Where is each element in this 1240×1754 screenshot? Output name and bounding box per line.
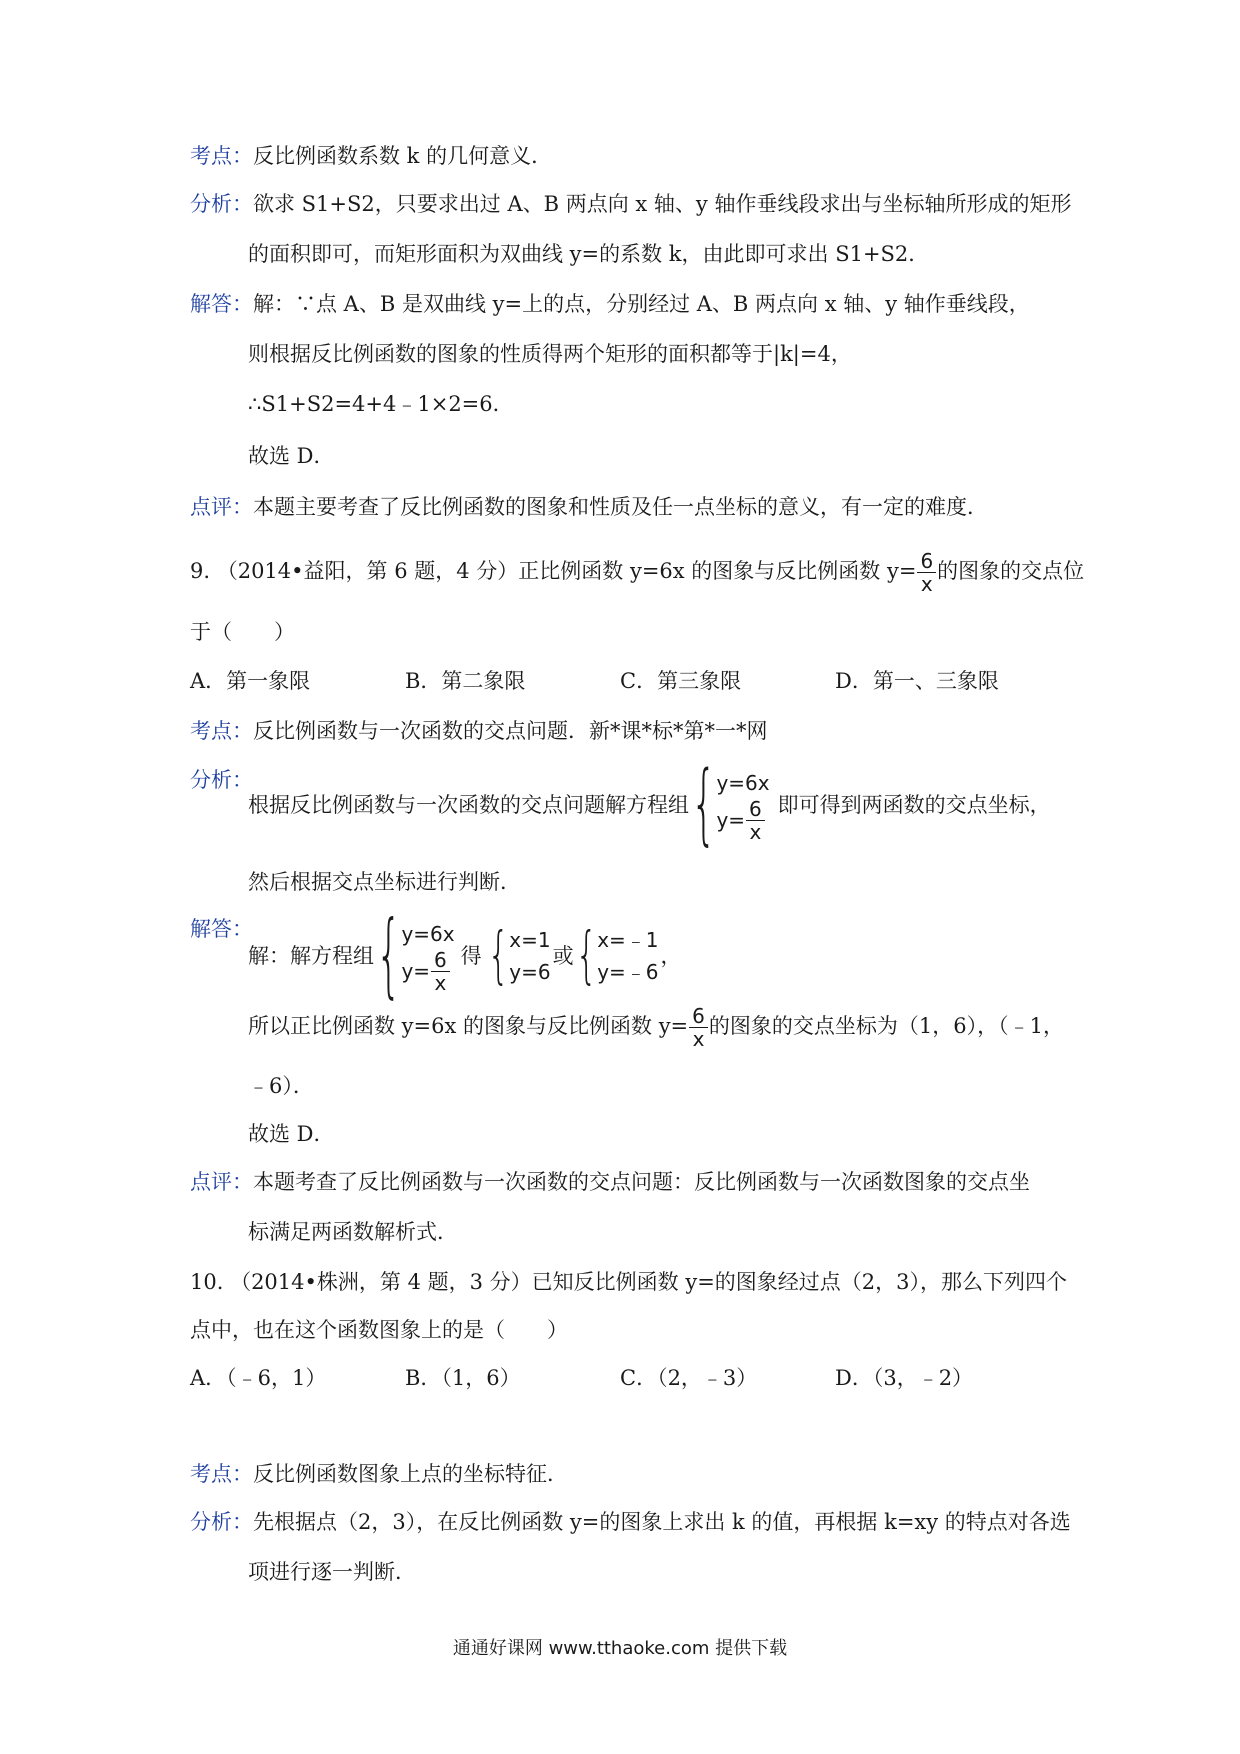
system-fraction [746, 798, 765, 843]
system-row-2 [716, 798, 769, 843]
q9-stem-line-2: 于（ ） [190, 620, 295, 644]
fenxi-label: 分析： [190, 192, 253, 216]
q9-jieda-label-row [190, 915, 253, 943]
q9-stem-pre: 9. （2014•益阳，第 6 题，4 分）正比例函数 y=6x 的图象与反比例函数 y= [190, 559, 917, 583]
fenxi-line-2: 的面积即可，而矩形面积为双曲线 y=的系数 k，由此即可求出 S1+S2． [248, 242, 930, 266]
fraction-numerator: 6 [431, 949, 450, 972]
system-row-1: y=6x [716, 770, 770, 795]
left-brace-icon: { [376, 903, 402, 1009]
q9-fenxi-row [248, 754, 1051, 856]
jieda-line-2: 则根据反比例函数的图象的性质得两个矩形的面积都等于|k|=4， [248, 342, 852, 366]
fraction-numerator: 6 [689, 1005, 708, 1028]
jieda-line-3: ∴S1+S2=4+4﹣1×2=6． [248, 392, 514, 416]
fraction-denominator: x [920, 572, 933, 596]
solution-rows [509, 924, 550, 988]
fenxi-pre: 根据反比例函数与一次函数的交点问题解方程组 [248, 793, 689, 817]
fenxi-line: 欲求 S1+S2，只要求出过 A、B 两点向 x 轴、y 轴作垂线段求出与坐标轴所形成的矩形 [253, 192, 1072, 216]
equation-system [691, 754, 770, 856]
jieda-row-1 [190, 290, 1030, 318]
q9-fenxi-line-2: 然后根据交点坐标进行判断． [248, 870, 521, 894]
system-fraction [431, 949, 450, 994]
fraction-denominator: x [692, 1027, 705, 1051]
q9-jieda-row [248, 903, 682, 1009]
system-row-2-lhs: y= [401, 959, 431, 983]
jieda-line-2-pre: 所以正比例函数 y=6x 的图象与反比例函数 y= [248, 1014, 689, 1038]
q9-stem-fraction [917, 550, 936, 595]
solution-row-1: x=﹣1 [597, 928, 659, 952]
solution-row-2: y=6 [509, 960, 551, 984]
q10-option-b: B．（1，6） [405, 1366, 521, 1390]
solution-row-1: x=1 [509, 928, 551, 952]
q9-jieda-line-3: ﹣6）． [248, 1074, 314, 1098]
q10-stem-line-2: 点中，也在这个函数图象上的是（ ） [190, 1318, 568, 1342]
solution-system-1 [487, 920, 551, 992]
jieda-line-2-post: 的图象的交点坐标为（1，6），（﹣1， [708, 1014, 1064, 1038]
fraction-denominator: x [749, 819, 762, 844]
jieda-line: 解：∵点 A、B 是双曲线 y=上的点，分别经过 A、B 两点向 x 轴、y 轴作垂线段， [253, 292, 1030, 316]
dianping-row-1 [190, 493, 988, 521]
q9-stem [190, 545, 1084, 597]
fenxi-label: 分析： [190, 768, 253, 792]
jieda-fraction [689, 1005, 708, 1050]
q10-option-a: A．（﹣6，1） [190, 1366, 327, 1390]
system-rows [716, 768, 769, 843]
jieda-comma: ， [660, 944, 682, 968]
kaodian-label: 考点： [190, 1462, 253, 1486]
fenxi-label: 分析： [190, 1510, 253, 1534]
system-row-1: y=6x [401, 921, 455, 946]
q10-kaodian-row [190, 1460, 568, 1488]
q9-jieda-line-2 [248, 1000, 1064, 1052]
fraction-numerator: 6 [746, 798, 765, 821]
q9-fenxi-label-row [190, 766, 253, 794]
kaodian-text: 反比例函数与一次函数的交点问题．新*课*标*第*一*网 [253, 719, 768, 743]
jieda-de: 得 [460, 944, 482, 968]
q9-option-b: B．第二象限 [405, 669, 526, 693]
fraction-denominator: x [434, 970, 447, 995]
solution-rows [597, 924, 658, 988]
jieda-pre: 解：解方程组 [248, 944, 374, 968]
q9-option-d: D．第一、三象限 [835, 669, 999, 693]
q9-option-a: A．第一象限 [190, 669, 311, 693]
q9-option-c: C．第三象限 [620, 669, 742, 693]
fraction-numerator: 6 [917, 550, 936, 573]
kaodian-text: 反比例函数图象上点的坐标特征． [253, 1462, 568, 1486]
q10-option-c: C．（2，﹣3） [620, 1366, 758, 1390]
fenxi-row-1 [190, 190, 1071, 218]
q10-option-d: D．（3，﹣2） [835, 1366, 974, 1390]
equation-system [376, 903, 455, 1009]
jieda-label: 解答： [190, 292, 253, 316]
q9-stem-post: 的图象的交点位 [937, 559, 1085, 583]
left-brace-icon: { [691, 754, 717, 856]
system-rows [401, 919, 454, 994]
solution-row-2: y=﹣6 [597, 960, 659, 984]
dianping-label: 点评： [190, 1170, 253, 1194]
dianping-line: 本题考查了反比例函数与一次函数的交点问题：反比例函数与一次函数图象的交点坐 [253, 1170, 1030, 1194]
left-brace-icon: { [487, 920, 510, 992]
page-footer: 通通好课网 www.tthaoke.com 提供下载 [452, 1638, 788, 1659]
q10-stem-line-1: 10. （2014•株洲，第 4 题，3 分）已知反比例函数 y=的图象经过点（2，3），那么下列四个 [190, 1270, 1068, 1294]
solution-system-2 [575, 920, 659, 992]
q9-jieda-line-4: 故选 D． [248, 1122, 335, 1146]
dianping-text: 本题主要考查了反比例函数的图象和性质及任一点坐标的意义，有一定的难度． [253, 495, 988, 519]
q9-dianping-line-2: 标满足两函数解析式． [248, 1220, 458, 1244]
left-brace-icon: { [575, 920, 598, 992]
jieda-label: 解答： [190, 917, 253, 941]
system-row-2-lhs: y= [716, 808, 746, 832]
q9-kaodian-row [190, 717, 768, 745]
q9-dianping-row [190, 1168, 1030, 1196]
dianping-label: 点评： [190, 495, 253, 519]
jieda-line-4: 故选 D． [248, 444, 335, 468]
kaodian-row-1 [190, 142, 552, 170]
system-row-2 [401, 949, 454, 994]
kaodian-label: 考点： [190, 144, 253, 168]
jieda-huo: 或 [552, 944, 574, 968]
fenxi-post: 即可得到两函数的交点坐标， [777, 793, 1051, 817]
q10-fenxi-line-2: 项进行逐一判断． [248, 1560, 416, 1584]
kaodian-text: 反比例函数系数 k 的几何意义． [253, 144, 553, 168]
kaodian-label: 考点： [190, 719, 253, 743]
fenxi-line: 先根据点（2，3），在反比例函数 y=的图象上求出 k 的值，再根据 k=xy 的特点对各选 [253, 1510, 1071, 1534]
q10-fenxi-row [190, 1508, 1071, 1536]
